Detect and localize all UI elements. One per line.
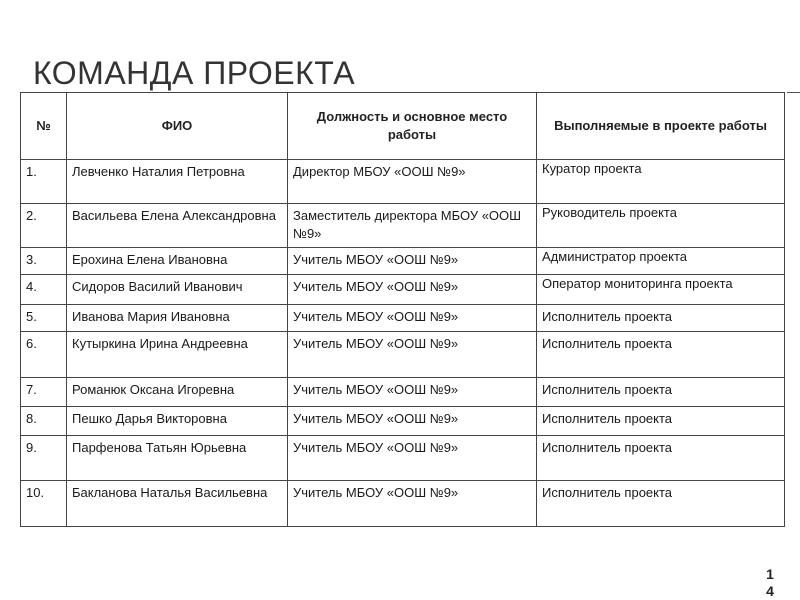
row-num: 6. <box>21 332 67 378</box>
row-role: Администратор проекта <box>537 248 785 275</box>
row-role: Исполнитель проекта <box>537 481 785 527</box>
header-position: Должность и основное место работы <box>288 93 537 160</box>
page-number <box>760 566 780 600</box>
row-num: 5. <box>21 305 67 332</box>
row-fio: Васильева Елена Александровна <box>67 204 288 248</box>
row-role: Исполнитель проекта <box>537 378 785 407</box>
table-row <box>21 407 785 436</box>
row-role: Куратор проекта <box>537 160 785 204</box>
row-num: 1. <box>21 160 67 204</box>
table-row <box>21 378 785 407</box>
table-row <box>21 248 785 275</box>
row-position: Учитель МБОУ «ООШ №9» <box>288 481 537 527</box>
row-position: Учитель МБОУ «ООШ №9» <box>288 332 537 378</box>
page-number-line2: 4 <box>766 583 774 599</box>
row-fio: Романюк Оксана Игоревна <box>67 378 288 407</box>
table-row <box>21 160 785 204</box>
row-role: Оператор мониторинга проекта <box>537 275 785 305</box>
row-fio: Кутыркина Ирина Андреевна <box>67 332 288 378</box>
page-title: КОМАНДА ПРОЕКТА <box>33 55 356 91</box>
row-num: 9. <box>21 436 67 481</box>
table-row <box>21 332 785 378</box>
row-num: 2. <box>21 204 67 248</box>
table-row <box>21 481 785 527</box>
row-num: 3. <box>21 248 67 275</box>
row-fio: Парфенова Татьян Юрьевна <box>67 436 288 481</box>
table-row <box>21 275 785 305</box>
row-position: Заместитель директора МБОУ «ООШ №9» <box>288 204 537 248</box>
table-header-row <box>21 93 785 160</box>
row-position: Учитель МБОУ «ООШ №9» <box>288 248 537 275</box>
row-position: Директор МБОУ «ООШ №9» <box>288 160 537 204</box>
row-role: Исполнитель проекта <box>537 436 785 481</box>
decorative-line <box>787 92 800 93</box>
row-num: 8. <box>21 407 67 436</box>
table-row <box>21 305 785 332</box>
row-fio: Левченко Наталия Петровна <box>67 160 288 204</box>
header-fio: ФИО <box>67 93 288 160</box>
row-position: Учитель МБОУ «ООШ №9» <box>288 275 537 305</box>
row-fio: Иванова Мария Ивановна <box>67 305 288 332</box>
row-position: Учитель МБОУ «ООШ №9» <box>288 378 537 407</box>
table-row <box>21 436 785 481</box>
row-num: 7. <box>21 378 67 407</box>
team-table <box>20 92 785 527</box>
row-role: Исполнитель проекта <box>537 332 785 378</box>
header-num: № <box>21 93 67 160</box>
row-position: Учитель МБОУ «ООШ №9» <box>288 305 537 332</box>
row-num: 10. <box>21 481 67 527</box>
row-role: Исполнитель проекта <box>537 305 785 332</box>
header-role: Выполняемые в проекте работы <box>537 93 785 160</box>
row-fio: Бакланова Наталья Васильевна <box>67 481 288 527</box>
row-position: Учитель МБОУ «ООШ №9» <box>288 407 537 436</box>
row-fio: Сидоров Василий Иванович <box>67 275 288 305</box>
row-role: Руководитель проекта <box>537 204 785 248</box>
row-role: Исполнитель проекта <box>537 407 785 436</box>
table-row <box>21 204 785 248</box>
row-num: 4. <box>21 275 67 305</box>
row-position: Учитель МБОУ «ООШ №9» <box>288 436 537 481</box>
row-fio: Ерохина Елена Ивановна <box>67 248 288 275</box>
page-number-line1: 1 <box>766 566 774 582</box>
row-fio: Пешко Дарья Викторовна <box>67 407 288 436</box>
